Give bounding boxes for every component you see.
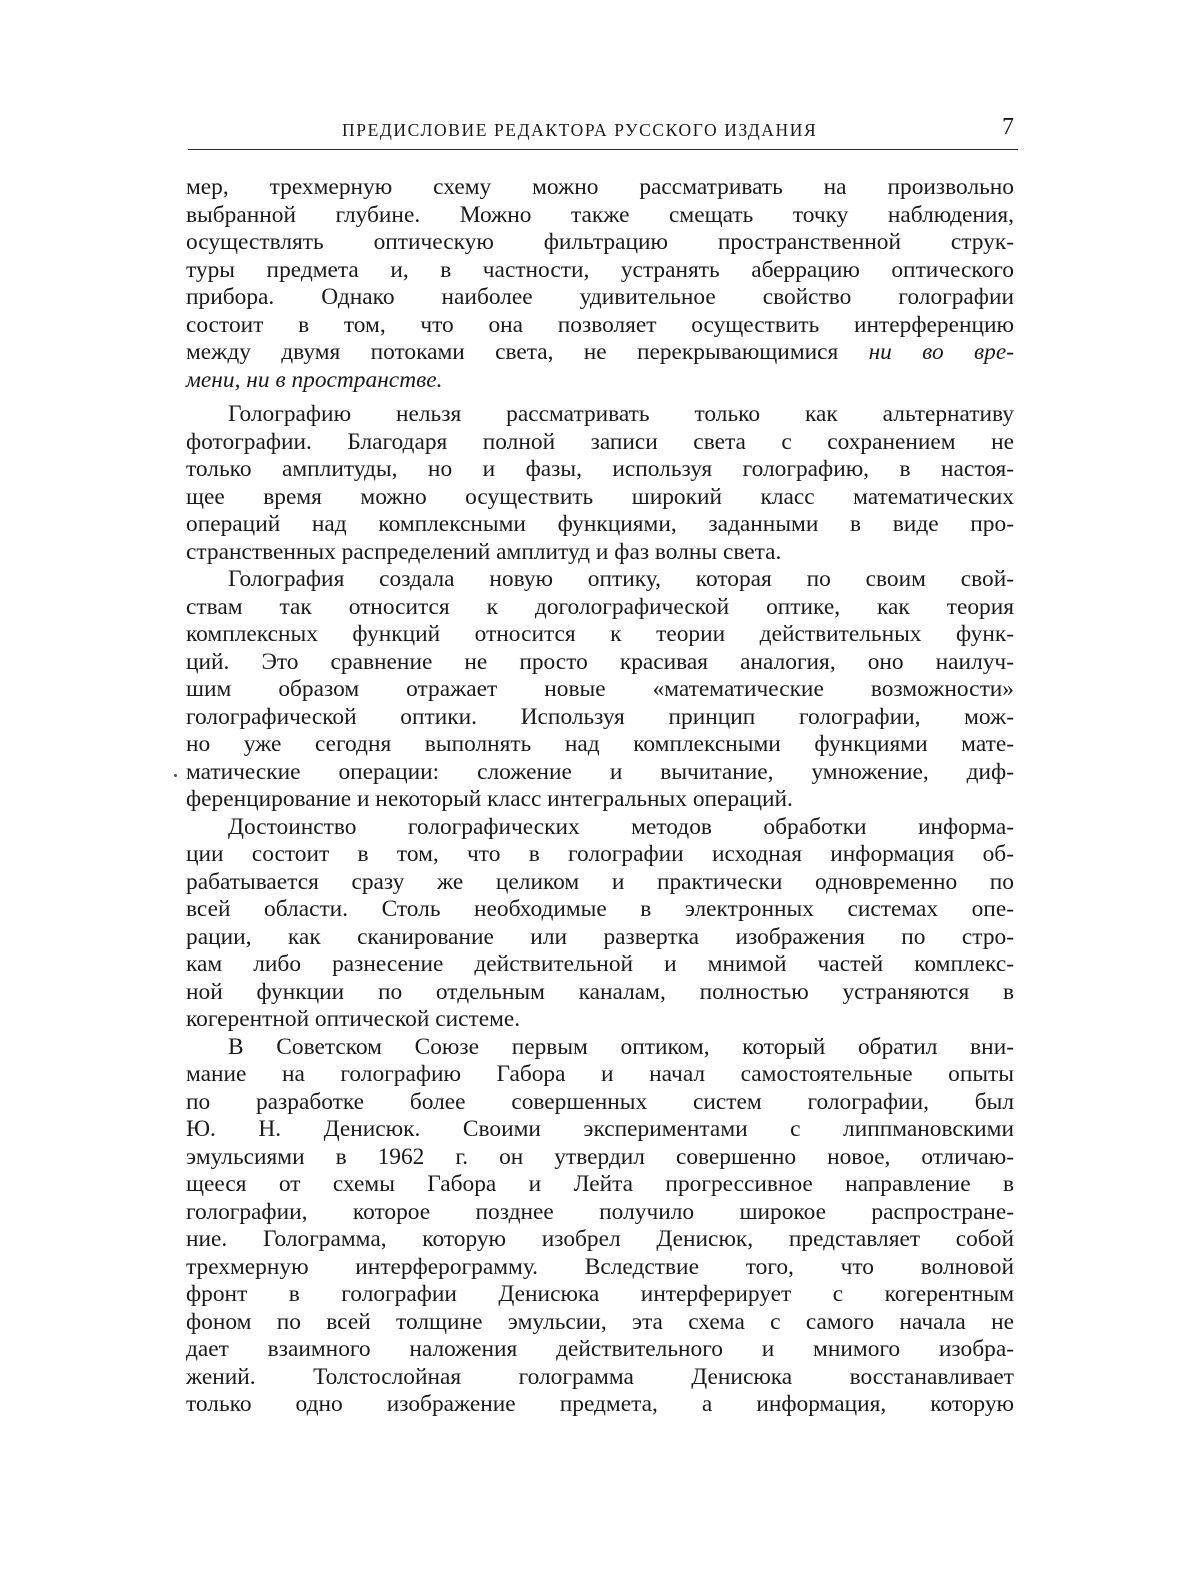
text-segment: между двумя потоками света, не перекрывающимися — [186, 339, 839, 365]
text-line: рабатывается сразу же целиком и практически одновременно по — [186, 868, 1014, 895]
paragraph — [186, 1034, 1014, 1419]
text-line: ции состоит в том, что в голографии исходная информация об- — [186, 841, 1014, 867]
text-line: жений. Толстослойная голограмма Денисюка восстанавливает — [186, 1363, 1014, 1390]
running-head — [188, 114, 1018, 146]
text-line: операций над комплексными функциями, заданными в виде про- — [186, 511, 1014, 537]
text-line: ствам так относится к доголографической оптике, как теория — [186, 593, 1014, 620]
text-line: фоном по всей толщине эмульсии, эта схема с самого начала не — [186, 1308, 1014, 1335]
text-line: странственных распределений амплитуд и фаз волны света. — [186, 538, 782, 565]
text-line: фронт в голографии Денисюка интерферирует с когерентным — [186, 1281, 1014, 1307]
paragraph — [186, 401, 1014, 566]
italic-segment: ни во вре- — [868, 339, 1014, 365]
paragraph — [186, 566, 1014, 814]
text-line: фотографии. Благодаря полной записи света с сохранением не — [186, 428, 1014, 455]
text-line: кам либо разнесение действительной и мнимой частей комплекс- — [186, 951, 1014, 977]
text-line: состоит в том, что она позволяет осуществить интерференцию — [186, 311, 1014, 338]
text-line: ций. Это сравнение не просто красивая аналогия, оно наилуч- — [186, 648, 1014, 675]
text-line: Достоинство голографических методов обработки информа- — [228, 813, 1014, 840]
margin-mark — [174, 774, 177, 777]
text-line: шим образом отражает новые «математические возможности» — [186, 676, 1014, 702]
text-line: прибора. Однако наиболее удивительное свойство голографии — [186, 284, 1014, 310]
text-line: туры предмета и, в частности, устранять аберрацию оптического — [186, 256, 1014, 283]
text-line: рации, как сканирование или развертка изображения по стро- — [186, 923, 1014, 950]
text-line: Голография создала новую оптику, которая по своим свой- — [228, 566, 1014, 592]
text-line: комплексных функций относится к теории действительных функ- — [186, 621, 1014, 647]
text-line: ние. Голограмма, которую изобрел Денисюк, представляет собой — [186, 1226, 1014, 1252]
text-line: только одно изображение предмета, а информация, которую — [186, 1391, 1014, 1417]
text-line: трехмерную интерферограмму. Вследствие того, что волновой — [186, 1253, 1014, 1280]
text-line: осуществлять оптическую фильтрацию пространственной струк- — [186, 229, 1014, 255]
text-line: Голографию нельзя рассматривать только как альтернативу — [228, 401, 1014, 427]
text-line: В Советском Союзе первым оптиком, который обратил вни- — [228, 1033, 1014, 1060]
text-line: дает взаимного наложения действительного и мнимого изобра- — [186, 1336, 1014, 1362]
text-line: щееся от схемы Габора и Лейта прогрессивное направление в — [186, 1171, 1014, 1197]
text-line: но уже сегодня выполнять над комплексными функциями мате- — [186, 731, 1014, 757]
text-line: мени, ни в пространстве. — [186, 366, 443, 393]
text-line: только амплитуды, но и фазы, используя голографию, в настоя- — [186, 456, 1014, 482]
text-line: выбранной глубине. Можно также смещать точку наблюдения, — [186, 201, 1014, 228]
text-line: мание на голографию Габора и начал самостоятельные опыты — [186, 1061, 1014, 1087]
text-line: эмульсиями в 1962 г. он утвердил совершенно новое, отличаю- — [186, 1143, 1014, 1170]
body-text — [186, 174, 1014, 1419]
text-line: ной функции по отдельным каналам, полностью устраняются в — [186, 978, 1014, 1005]
text-line: по разработке более совершенных систем голографии, был — [186, 1088, 1014, 1115]
header-rule — [188, 149, 1018, 150]
text-line: щее время можно осуществить широкий класс математических — [186, 483, 1014, 510]
text-line: ференцирование и некоторый класс интегральных операций. — [186, 786, 793, 812]
paragraph — [186, 174, 1014, 394]
text-line: когерентной оптической системе. — [186, 1006, 521, 1032]
text-line: матические операции: сложение и вычитание, умножение, диф- — [186, 758, 1014, 785]
text-line: мер, трехмерную схему можно рассматривать на произвольно — [186, 174, 1014, 200]
text-line: голографической оптики. Используя принцип голографии, мож- — [186, 703, 1014, 730]
text-line: всей области. Столь необходимые в электронных системах опе- — [186, 896, 1014, 922]
text-line: Ю. Н. Денисюк. Своими экспериментами с липпмановскими — [186, 1116, 1014, 1142]
text-line: голографии, которое позднее получило широкое распростране- — [186, 1198, 1014, 1225]
text-line — [186, 339, 1014, 367]
paragraph — [186, 814, 1014, 1034]
running-title: ПРЕДИСЛОВИЕ РЕДАКТОРА РУССКОГО ИЗДАНИЯ — [342, 120, 818, 140]
page-number: 7 — [1002, 114, 1014, 140]
